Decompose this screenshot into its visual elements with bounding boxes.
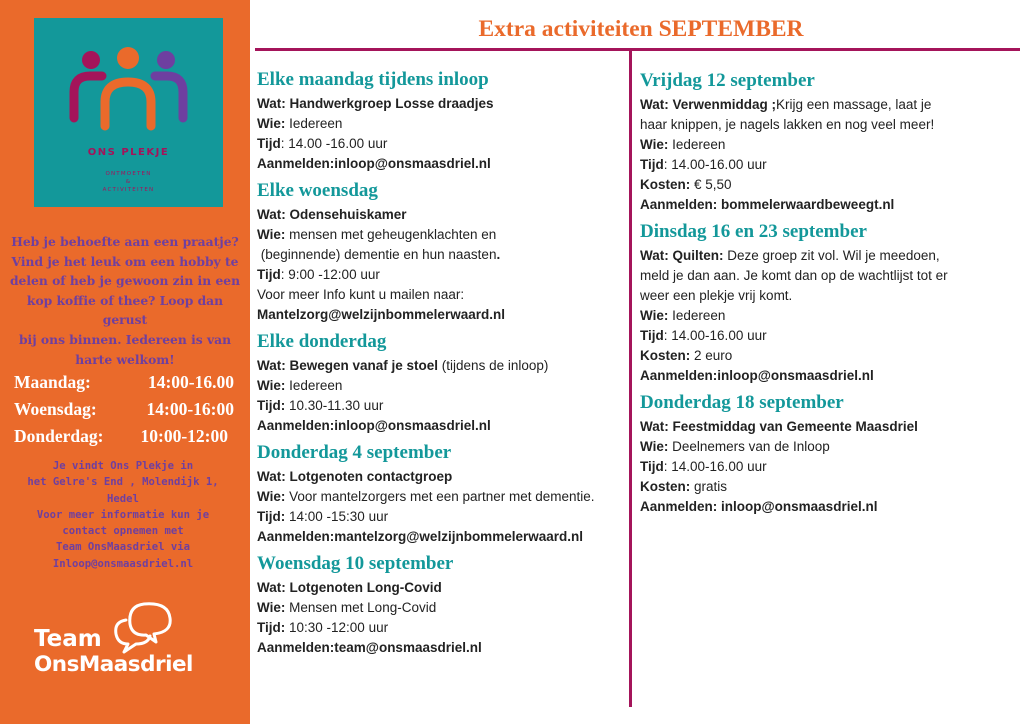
line-label: Wie: [640, 308, 669, 323]
info-line: Team OnsMaasdriel via [56, 541, 190, 554]
activity-section [257, 552, 629, 658]
info-line: Je vindt Ons Plekje in [52, 460, 194, 472]
line-value: 10:30 -12:00 uur [285, 620, 389, 635]
line-label: Wat: Verwenmiddag ; [640, 97, 777, 112]
activity-heading: Donderdag 18 september [640, 392, 844, 413]
activity-line [257, 578, 629, 598]
line-label: Aanmelden:inloop@onsmaasdriel.nl [257, 156, 491, 171]
line-label: Tijd: [257, 620, 286, 635]
line-label: Tijd [257, 136, 281, 151]
activity-line [257, 356, 629, 376]
activity-heading: Vrijdag 12 september [640, 70, 815, 91]
line-label: Tijd [640, 328, 664, 343]
hours-time: 14:00-16.00 [147, 372, 234, 392]
intro-line: delen of heb je gewoon zin in een [9, 273, 241, 289]
activity-line [257, 265, 629, 285]
line-value: haar knippen, je nagels lakken en nog veel meer! [640, 117, 935, 132]
line-label: Wie: [257, 489, 286, 504]
team-line-1: Team [34, 626, 102, 652]
line-label: Wie: [640, 137, 669, 152]
activity-section [257, 330, 629, 436]
line-value: Krijg een massage, laat je [776, 97, 932, 112]
line-value: : 14.00-16.00 uur [663, 157, 767, 172]
activity-line [257, 245, 629, 265]
info-line: Hedel [107, 492, 139, 505]
line-label: Wie: [257, 600, 286, 615]
hours-day: Woensdag: [14, 399, 97, 419]
activity-section [257, 68, 629, 174]
line-value: 10.30-11.30 uur [285, 398, 384, 413]
info-email-link[interactable]: Inloop@onsmaasdriel.nl [52, 557, 194, 570]
line-label: Kosten: [640, 479, 691, 494]
line-label: Wat: Bewegen vanaf je stoel [257, 358, 439, 373]
line-value: Deze groep zit vol. Wil je meedoen, [723, 248, 940, 263]
line-suffix: . [496, 247, 501, 262]
logo-subtitle-1: ONTMOETEN [105, 171, 152, 177]
line-value: Voor mantelzorgers met een partner met dementie. [285, 489, 595, 504]
line-label: Wie: [640, 439, 669, 454]
line-value: Iedereen [668, 137, 726, 152]
line-label: Wat: Quilten: [640, 248, 724, 263]
activity-line [257, 94, 629, 114]
activity-line [257, 487, 629, 507]
team-ons-maasdriel-logo [34, 626, 193, 677]
hours-time: 14:00-16:00 [146, 399, 234, 419]
logo-subtitle-3: ACTIVITEITEN [102, 187, 155, 193]
activity-line [640, 497, 980, 517]
activity-line [640, 195, 980, 215]
hours-day: Donderdag: [14, 426, 104, 446]
line-value: Deelnemers van de Inloop [668, 439, 830, 454]
line-label: Wie: [257, 116, 286, 131]
column-divider [629, 51, 632, 707]
line-label: Mantelzorg@welzijnbommelerwaard.nl [257, 307, 505, 322]
title-divider [255, 48, 1020, 51]
line-label: Aanmelden:team@onsmaasdriel.nl [257, 640, 482, 655]
activity-line [640, 175, 980, 195]
activity-line [257, 285, 629, 305]
line-value: (tijdens de inloop) [438, 358, 549, 373]
activity-line [640, 286, 980, 306]
activity-heading: Elke donderdag [257, 331, 387, 352]
hours-row-thursday [14, 426, 250, 453]
info-line: het Gelre's End , Molendijk 1, [27, 476, 219, 489]
line-value: : 14.00 -16.00 uur [280, 136, 388, 151]
line-value: gratis [690, 479, 728, 494]
line-label: Tijd: [257, 509, 286, 524]
activity-line [640, 246, 980, 266]
activity-line [257, 416, 629, 436]
line-value: mensen met geheugenklachten en [285, 227, 497, 242]
activity-line [257, 396, 629, 416]
ons-plekje-logo [34, 18, 223, 207]
activity-line [640, 477, 980, 497]
line-label: Wat: Handwerkgroep Losse draadjes [257, 96, 494, 111]
activity-section [640, 69, 980, 215]
activity-heading: Donderdag 4 september [257, 442, 452, 463]
activity-line [640, 266, 980, 286]
activity-line [640, 417, 980, 437]
activity-line [257, 376, 629, 396]
hours-row-wednesday [14, 399, 250, 426]
line-value: Voor meer Info kunt u mailen naar: [257, 287, 465, 302]
line-label: Tijd [640, 459, 664, 474]
activity-line [257, 225, 629, 245]
activity-section [640, 391, 980, 517]
info-line: contact opnemen met [62, 525, 184, 538]
activity-section [640, 220, 980, 386]
team-line-2: OnsMaasdriel [34, 652, 193, 677]
left-column [257, 68, 629, 663]
activity-line [257, 507, 629, 527]
info-line: Voor meer informatie kun je [36, 508, 210, 521]
line-label: Wat: Odensehuiskamer [257, 207, 407, 222]
intro-line: Vind je het leuk om een hobby te [11, 253, 239, 269]
line-label: Tijd: [257, 398, 286, 413]
line-label: Wie: [257, 227, 286, 242]
line-value: (beginnende) dementie en hun naasten [257, 247, 497, 262]
activity-heading: Elke maandag tijdens inloop [257, 69, 489, 90]
line-value: : 14.00-16.00 uur [663, 459, 767, 474]
page-title: Extra activiteiten SEPTEMBER [478, 16, 804, 42]
line-label: Aanmelden: bommelerwaardbeweegt.nl [640, 197, 895, 212]
line-label: Aanmelden: inloop@onsmaasdriel.nl [640, 499, 878, 514]
line-value: Iedereen [668, 308, 726, 323]
line-label: Aanmelden:inloop@onsmaasdriel.nl [640, 368, 874, 383]
activity-line [257, 618, 629, 638]
sidebar [0, 0, 250, 724]
hours-row-monday [14, 372, 250, 399]
line-value: Iedereen [285, 116, 343, 131]
intro-line: Heb je behoefte aan een praatje? [11, 234, 239, 249]
intro-line: harte welkom! [75, 351, 175, 367]
activity-heading: Elke woensdag [257, 180, 378, 201]
hours-day: Maandag: [14, 372, 91, 392]
activity-line [640, 437, 980, 457]
line-value: € 5,50 [690, 177, 732, 192]
line-label: Kosten: [640, 348, 691, 363]
intro-text [6, 232, 244, 369]
activity-line [257, 598, 629, 618]
activity-line [640, 155, 980, 175]
right-column [640, 69, 980, 522]
line-label: Tijd [257, 267, 281, 282]
activity-line [257, 305, 629, 325]
contact-info [3, 458, 243, 572]
activity-line [640, 326, 980, 346]
activity-section [257, 441, 629, 547]
activity-line [257, 638, 629, 658]
line-label: Wat: Lotgenoten contactgroep [257, 469, 453, 484]
line-value: Iedereen [285, 378, 343, 393]
line-value: 2 euro [690, 348, 733, 363]
activity-section [257, 179, 629, 325]
activity-line [640, 366, 980, 386]
line-label: Aanmelden:inloop@onsmaasdriel.nl [257, 418, 491, 433]
opening-hours [14, 372, 250, 453]
line-label: Tijd [640, 157, 664, 172]
line-value: : 14.00-16.00 uur [663, 328, 767, 343]
line-value: weer een plekje vrij komt. [640, 288, 793, 303]
activity-line [257, 114, 629, 134]
line-value: meld je dan aan. Je komt dan op de wachtlijst tot er [640, 268, 948, 283]
line-label: Aanmelden:mantelzorg@welzijnbommelerwaard.nl [257, 529, 583, 544]
activity-heading: Woensdag 10 september [257, 553, 454, 574]
line-value: Mensen met Long-Covid [285, 600, 437, 615]
line-label: Wat: Feestmiddag van Gemeente Maasdriel [640, 419, 918, 434]
activity-line [640, 306, 980, 326]
line-value: : 9:00 -12:00 uur [280, 267, 380, 282]
activity-heading: Dinsdag 16 en 23 september [640, 221, 867, 242]
intro-line: bij ons binnen. Iedereen is van [18, 331, 232, 347]
logo-title: ONS PLEKJE [87, 147, 170, 158]
activity-line [257, 205, 629, 225]
line-label: Kosten: [640, 177, 691, 192]
activity-line [640, 457, 980, 477]
line-label: Wat: Lotgenoten Long-Covid [257, 580, 442, 595]
activity-line [257, 527, 629, 547]
activity-line [257, 134, 629, 154]
activity-line [640, 115, 980, 135]
activity-line [257, 154, 629, 174]
activity-line [640, 135, 980, 155]
activity-line [640, 95, 980, 115]
logo-subtitle-2: & [125, 179, 132, 185]
activity-line [257, 467, 629, 487]
intro-line: kop koffie of thee? Loop dan gerust [26, 292, 224, 328]
activity-line [640, 346, 980, 366]
line-value: 14:00 -15:30 uur [285, 509, 389, 524]
hours-time: 10:00-12:00 [140, 426, 228, 446]
line-label: Wie: [257, 378, 286, 393]
